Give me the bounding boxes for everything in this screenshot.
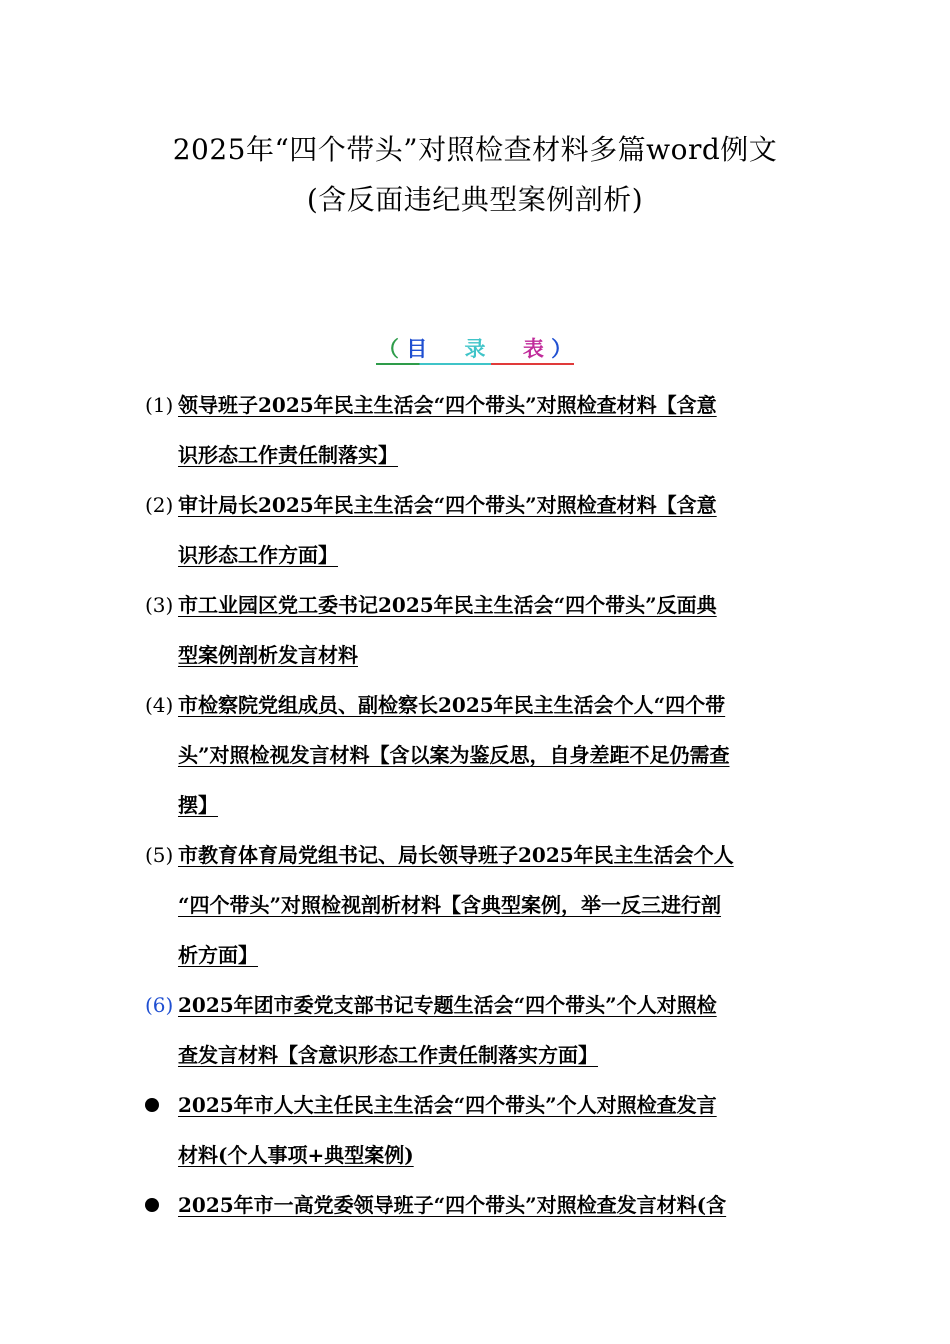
toc-entry-2[interactable]: [145, 480, 810, 580]
toc-entry-link-line[interactable]: 市教育体育局党组书记、局长领导班子2025年民主生活会个人: [178, 843, 734, 867]
toc-entry-link-line[interactable]: 头”对照检视发言材料【含以案为鉴反思，自身差距不足仍需查: [178, 743, 730, 767]
toc-entry-link-line[interactable]: 析方面】: [178, 943, 258, 967]
toc-open-paren: （: [377, 336, 399, 361]
toc-entry-3[interactable]: [145, 580, 810, 680]
bullet-icon: [145, 1098, 159, 1112]
toc-entry-link-line[interactable]: 审计局长2025年民主生活会“四个带头”对照检查材料【含意: [178, 493, 717, 517]
toc-char-mu: 目: [406, 336, 428, 361]
document-title-line-1: 2025年“四个带头”对照检查材料多篇word例文: [172, 133, 778, 166]
toc-entry-number: (2): [145, 493, 174, 517]
toc-entry-1[interactable]: [145, 380, 810, 480]
toc-entry-link-line[interactable]: 市工业园区党工委书记2025年民主生活会“四个带头”反面典: [178, 593, 717, 617]
toc-entry-link-line[interactable]: “四个带头”对照检视剖析材料【含典型案例，举一反三进行剖: [178, 893, 722, 917]
bullet-icon: [145, 1198, 159, 1212]
toc-entry-link-line[interactable]: 市检察院党组成员、副检察长2025年民主生活会个人“四个带: [178, 693, 726, 717]
toc-entry-bullet-1[interactable]: [145, 1080, 810, 1180]
toc-entry-link-line[interactable]: 2025年市人大主任民主生活会“四个带头”个人对照检查发言: [178, 1093, 717, 1117]
toc-entry-number: (3): [145, 593, 174, 617]
toc-entry-link-line[interactable]: 识形态工作责任制落实】: [178, 443, 398, 467]
toc-entry-5[interactable]: [145, 830, 810, 980]
toc-entry-link-line[interactable]: 识形态工作方面】: [178, 543, 338, 567]
toc-entry-link-line[interactable]: 型案例剖析发言材料: [178, 643, 358, 667]
toc-entry-link-line[interactable]: 摆】: [178, 793, 218, 817]
toc-close-paren: ）: [551, 336, 573, 361]
toc-char-lu: 录: [464, 336, 486, 361]
toc-entry-link-line[interactable]: 领导班子2025年民主生活会“四个带头”对照检查材料【含意: [178, 393, 717, 417]
toc-entry-number: (6): [145, 993, 174, 1017]
toc-entry-link-line[interactable]: 2025年市一高党委领导班子“四个带头”对照检查发言材料(含: [178, 1193, 727, 1217]
toc-entry-number: (4): [145, 693, 174, 717]
toc-entry-link-line[interactable]: 2025年团市委党支部书记专题生活会“四个带头”个人对照检: [178, 993, 717, 1017]
toc-heading: [0, 333, 950, 367]
toc-entry-link-line[interactable]: 查发言材料【含意识形态工作责任制落实方面】: [178, 1043, 598, 1067]
toc-entry-bullet-2[interactable]: [145, 1180, 810, 1230]
toc-char-biao: 表: [522, 336, 544, 361]
toc-entry-link-line[interactable]: 材料(个人事项+典型案例): [178, 1143, 414, 1167]
document-title-line-2: (含反面违纪典型案例剖析): [306, 183, 644, 216]
toc-entry-6[interactable]: [145, 980, 810, 1080]
toc-entry-number: (5): [145, 843, 174, 867]
toc-entry-number: (1): [145, 393, 174, 417]
toc-entry-4[interactable]: [145, 680, 810, 830]
